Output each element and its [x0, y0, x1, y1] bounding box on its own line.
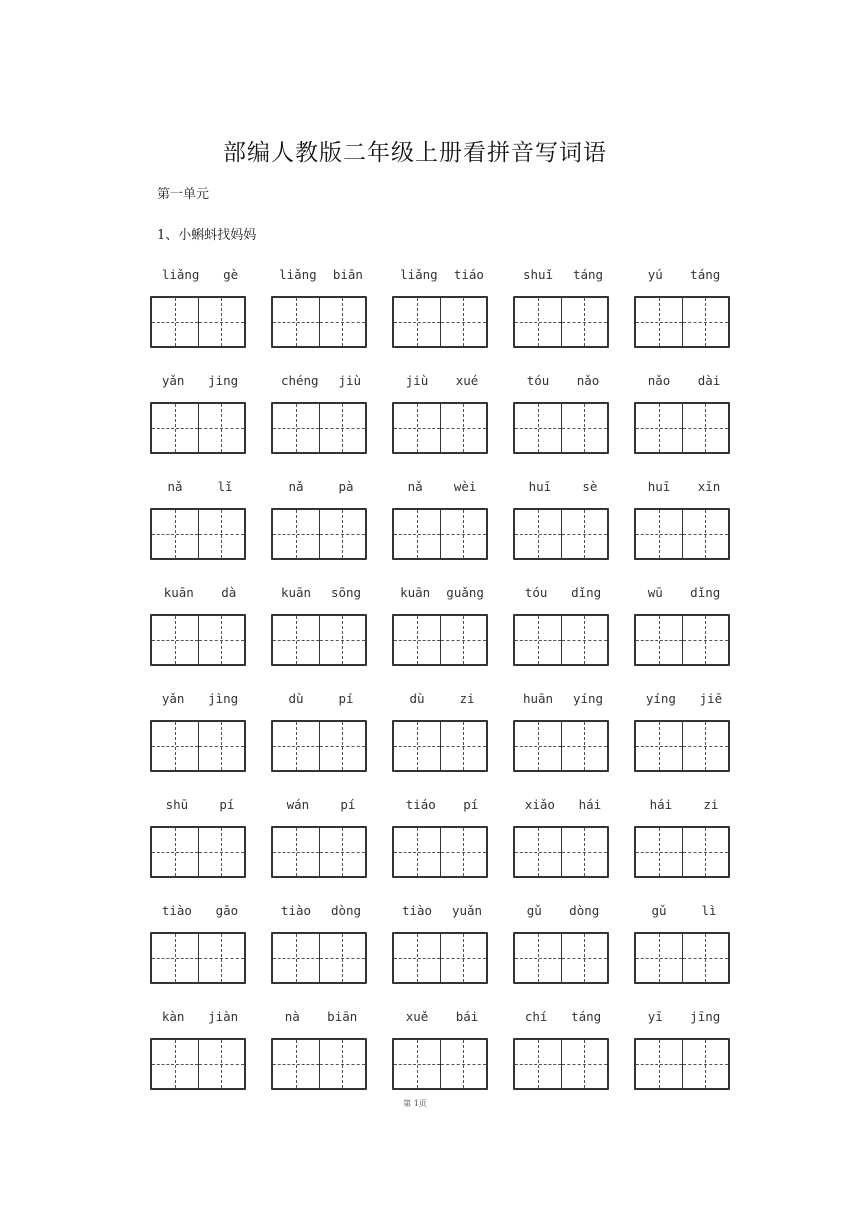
pinyin-syllable: táng [690, 267, 721, 282]
tianzige-square[interactable] [636, 510, 682, 558]
writing-box[interactable] [392, 296, 488, 348]
writing-box[interactable] [271, 614, 367, 666]
word-item [511, 585, 632, 691]
writing-box[interactable] [634, 508, 730, 560]
tianzige-square[interactable] [682, 934, 729, 982]
writing-box[interactable] [150, 932, 246, 984]
word-item [390, 585, 511, 691]
tianzige-square[interactable] [152, 298, 198, 346]
tianzige-square[interactable] [273, 298, 319, 346]
pinyin-syllable: pà [338, 479, 354, 494]
writing-box[interactable] [513, 508, 609, 560]
word-item [390, 479, 511, 585]
pinyin-syllable: xīn [697, 479, 721, 494]
tianzige-square[interactable] [198, 722, 245, 770]
word-item [632, 373, 753, 479]
tianzige-square[interactable] [198, 298, 245, 346]
tianzige-square[interactable] [515, 510, 561, 558]
pinyin-syllable: yī [647, 1009, 663, 1024]
lesson-heading: 1、小蝌蚪找妈妈 [157, 228, 257, 243]
tianzige-square[interactable] [152, 616, 198, 664]
tianzige-square[interactable] [394, 298, 440, 346]
pinyin-syllable: jīng [690, 1009, 721, 1024]
writing-box[interactable] [513, 826, 609, 878]
tianzige-square[interactable] [682, 616, 729, 664]
pinyin-label [634, 479, 734, 494]
pinyin-syllable: tiào [401, 903, 433, 918]
pinyin-label [392, 1009, 492, 1024]
writing-box[interactable] [150, 1038, 246, 1090]
pinyin-syllable: dù [288, 691, 304, 706]
pinyin-syllable: dà [221, 585, 237, 600]
writing-box[interactable] [150, 402, 246, 454]
pinyin-syllable: pí [463, 797, 479, 812]
tianzige-square[interactable] [319, 616, 366, 664]
word-item [269, 585, 390, 691]
pinyin-syllable: kuān [280, 585, 312, 600]
pinyin-label [271, 691, 371, 706]
writing-box[interactable] [150, 614, 246, 666]
unit-heading: 第一单元 [157, 187, 210, 202]
pinyin-label [271, 585, 371, 600]
pinyin-syllable: xué [455, 373, 479, 388]
pinyin-syllable: jiàn [208, 1009, 239, 1024]
tianzige-square[interactable] [515, 934, 561, 982]
pinyin-label [392, 373, 492, 388]
writing-box[interactable] [392, 720, 488, 772]
tianzige-square[interactable] [636, 616, 682, 664]
word-item [148, 691, 269, 797]
pinyin-label [513, 479, 613, 494]
tianzige-square[interactable] [152, 934, 198, 982]
word-item [269, 373, 390, 479]
tianzige-square[interactable] [682, 510, 729, 558]
pinyin-syllable: biān [327, 1009, 358, 1024]
word-grid [148, 267, 753, 1115]
word-item [511, 691, 632, 797]
pinyin-label [150, 585, 250, 600]
pinyin-syllable: zi [459, 691, 475, 706]
tianzige-square[interactable] [198, 934, 245, 982]
writing-box[interactable] [634, 296, 730, 348]
pinyin-syllable: xuě [405, 1009, 429, 1024]
pinyin-label [634, 797, 734, 812]
word-item [148, 479, 269, 585]
pinyin-syllable: pí [219, 797, 235, 812]
pinyin-syllable: chéng [280, 373, 319, 388]
tianzige-square[interactable] [440, 934, 487, 982]
pinyin-syllable: wū [647, 585, 663, 600]
pinyin-label [634, 267, 734, 282]
pinyin-syllable: tiáo [453, 267, 484, 282]
tianzige-square[interactable] [636, 298, 682, 346]
pinyin-syllable: nǎ [407, 479, 423, 494]
pinyin-syllable: dòng [569, 903, 600, 918]
pinyin-label [513, 903, 613, 918]
word-item [390, 373, 511, 479]
word-item [269, 691, 390, 797]
word-item [390, 797, 511, 903]
pinyin-syllable: jìng [208, 691, 239, 706]
writing-box[interactable] [634, 614, 730, 666]
tianzige-square[interactable] [152, 1040, 198, 1088]
pinyin-syllable: dù [409, 691, 425, 706]
pinyin-syllable: kuān [400, 585, 431, 600]
pinyin-label [271, 479, 371, 494]
tianzige-square[interactable] [682, 722, 729, 770]
pinyin-syllable: yíng [572, 691, 604, 706]
writing-box[interactable] [271, 720, 367, 772]
writing-box[interactable] [150, 508, 246, 560]
pinyin-syllable: dài [697, 373, 721, 388]
pinyin-syllable: yǎn [161, 691, 185, 706]
writing-box[interactable] [513, 1038, 609, 1090]
word-item [632, 691, 753, 797]
writing-box[interactable] [513, 932, 609, 984]
tianzige-square[interactable] [636, 1040, 682, 1088]
tianzige-square[interactable] [515, 616, 561, 664]
pinyin-syllable: pí [340, 797, 356, 812]
word-item [390, 691, 511, 797]
tianzige-square[interactable] [394, 828, 440, 876]
word-item [269, 267, 390, 373]
tianzige-square[interactable] [440, 510, 487, 558]
word-item [269, 797, 390, 903]
pinyin-label [634, 1009, 734, 1024]
tianzige-square[interactable] [319, 722, 366, 770]
pinyin-syllable: bái [455, 1009, 479, 1024]
tianzige-square[interactable] [273, 616, 319, 664]
pinyin-label [634, 373, 734, 388]
tianzige-square[interactable] [198, 616, 245, 664]
tianzige-square[interactable] [636, 934, 682, 982]
writing-box[interactable] [150, 720, 246, 772]
pinyin-syllable: dǐng [571, 585, 602, 600]
pinyin-label [271, 903, 371, 918]
tianzige-square[interactable] [515, 828, 561, 876]
writing-box[interactable] [634, 826, 730, 878]
word-item [269, 903, 390, 1009]
word-item [511, 479, 632, 585]
pinyin-syllable: wán [286, 797, 310, 812]
tianzige-square[interactable] [515, 1040, 561, 1088]
tianzige-square[interactable] [682, 404, 729, 452]
tianzige-square[interactable] [273, 828, 319, 876]
pinyin-label [392, 797, 492, 812]
tianzige-square[interactable] [682, 1040, 729, 1088]
writing-box[interactable] [513, 614, 609, 666]
pinyin-syllable: jiē [699, 691, 723, 706]
pinyin-syllable: zi [703, 797, 719, 812]
writing-box[interactable] [392, 508, 488, 560]
pinyin-syllable: nǎ [288, 479, 304, 494]
tianzige-square[interactable] [273, 722, 319, 770]
pinyin-label [150, 797, 250, 812]
pinyin-syllable: nǎo [576, 373, 600, 388]
pinyin-syllable: nǎo [647, 373, 671, 388]
tianzige-square[interactable] [394, 934, 440, 982]
pinyin-syllable: liǎng [161, 267, 200, 282]
writing-box[interactable] [392, 932, 488, 984]
tianzige-square[interactable] [273, 510, 319, 558]
tianzige-square[interactable] [394, 404, 440, 452]
tianzige-square[interactable] [561, 298, 608, 346]
writing-box[interactable] [271, 826, 367, 878]
pinyin-syllable: hái [649, 797, 673, 812]
word-item [148, 903, 269, 1009]
pinyin-syllable: tiào [280, 903, 312, 918]
pinyin-syllable: shuǐ [522, 267, 554, 282]
pinyin-label [513, 267, 613, 282]
tianzige-square[interactable] [682, 298, 729, 346]
tianzige-square[interactable] [515, 722, 561, 770]
tianzige-square[interactable] [319, 934, 366, 982]
writing-box[interactable] [634, 1038, 730, 1090]
word-item [148, 373, 269, 479]
pinyin-label [150, 903, 250, 918]
writing-box[interactable] [271, 1038, 367, 1090]
writing-box[interactable] [634, 932, 730, 984]
tianzige-square[interactable] [636, 828, 682, 876]
pinyin-syllable: kuān [163, 585, 194, 600]
tianzige-square[interactable] [319, 510, 366, 558]
word-item [632, 585, 753, 691]
pinyin-label [150, 1009, 250, 1024]
tianzige-square[interactable] [636, 404, 682, 452]
tianzige-square[interactable] [682, 828, 729, 876]
writing-box[interactable] [271, 402, 367, 454]
pinyin-syllable: yú [647, 267, 663, 282]
writing-box[interactable] [392, 402, 488, 454]
pinyin-syllable: guǎng [446, 585, 484, 600]
pinyin-syllable: yǎn [161, 373, 185, 388]
tianzige-square[interactable] [440, 616, 487, 664]
tianzige-square[interactable] [319, 404, 366, 452]
page-number: 第 1页 [403, 1099, 427, 1108]
word-item [632, 903, 753, 1009]
pinyin-syllable: gǔ [651, 903, 667, 918]
tianzige-square[interactable] [561, 934, 608, 982]
tianzige-square[interactable] [515, 298, 561, 346]
word-item [390, 267, 511, 373]
pinyin-label [150, 691, 250, 706]
pinyin-syllable: biān [332, 267, 363, 282]
pinyin-syllable: lì [701, 903, 717, 918]
pinyin-syllable: nà [284, 1009, 300, 1024]
word-item [511, 373, 632, 479]
pinyin-label [392, 691, 492, 706]
tianzige-square[interactable] [394, 722, 440, 770]
pinyin-label [271, 373, 371, 388]
tianzige-square[interactable] [561, 616, 608, 664]
tianzige-square[interactable] [198, 828, 245, 876]
tianzige-square[interactable] [515, 404, 561, 452]
pinyin-label [150, 479, 250, 494]
writing-box[interactable] [513, 402, 609, 454]
pinyin-syllable: shū [165, 797, 189, 812]
pinyin-syllable: huān [522, 691, 554, 706]
pinyin-label [271, 1009, 371, 1024]
pinyin-syllable: yuǎn [451, 903, 483, 918]
tianzige-square[interactable] [198, 510, 245, 558]
word-item [632, 479, 753, 585]
pinyin-label [271, 797, 371, 812]
tianzige-square[interactable] [152, 722, 198, 770]
pinyin-syllable: hái [578, 797, 602, 812]
writing-box[interactable] [392, 1038, 488, 1090]
pinyin-syllable: jing [208, 373, 239, 388]
pinyin-label [634, 903, 734, 918]
word-item [511, 267, 632, 373]
tianzige-square[interactable] [152, 828, 198, 876]
pinyin-syllable: táng [571, 1009, 602, 1024]
tianzige-square[interactable] [319, 1040, 366, 1088]
pinyin-syllable: tóu [524, 585, 548, 600]
word-item [511, 797, 632, 903]
pinyin-syllable: jiù [338, 373, 362, 388]
pinyin-syllable: nǎ [167, 479, 183, 494]
tianzige-square[interactable] [636, 722, 682, 770]
writing-box[interactable] [513, 720, 609, 772]
tianzige-square[interactable] [152, 404, 198, 452]
tianzige-square[interactable] [440, 828, 487, 876]
pinyin-syllable: jiù [405, 373, 429, 388]
writing-box[interactable] [271, 508, 367, 560]
pinyin-syllable: tiào [161, 903, 192, 918]
tianzige-square[interactable] [561, 404, 608, 452]
tianzige-square[interactable] [561, 510, 608, 558]
pinyin-syllable: gāo [215, 903, 239, 918]
tianzige-square[interactable] [561, 1040, 608, 1088]
tianzige-square[interactable] [440, 404, 487, 452]
pinyin-label [513, 373, 613, 388]
pinyin-syllable: liǎng [400, 267, 438, 282]
tianzige-square[interactable] [319, 828, 366, 876]
word-item [148, 585, 269, 691]
pinyin-syllable: tóu [526, 373, 550, 388]
pinyin-syllable: lǐ [217, 479, 233, 494]
pinyin-syllable: dǐng [690, 585, 721, 600]
tianzige-square[interactable] [440, 298, 487, 346]
pinyin-label [513, 1009, 613, 1024]
writing-box[interactable] [392, 614, 488, 666]
tianzige-square[interactable] [273, 404, 319, 452]
page-title: 部编人教版二年级上册看拼音写词语 [223, 140, 607, 166]
tianzige-square[interactable] [561, 722, 608, 770]
tianzige-square[interactable] [319, 298, 366, 346]
pinyin-syllable: gè [223, 267, 239, 282]
pinyin-label [513, 797, 613, 812]
word-item [148, 797, 269, 903]
pinyin-syllable: huī [528, 479, 552, 494]
writing-box[interactable] [513, 296, 609, 348]
pinyin-label [392, 903, 492, 918]
pinyin-label [150, 373, 250, 388]
pinyin-label [392, 267, 492, 282]
pinyin-syllable: liǎng [279, 267, 317, 282]
writing-box[interactable] [392, 826, 488, 878]
pinyin-syllable: gǔ [526, 903, 542, 918]
tianzige-square[interactable] [440, 722, 487, 770]
pinyin-label [271, 267, 371, 282]
tianzige-square[interactable] [273, 934, 319, 982]
writing-box[interactable] [271, 296, 367, 348]
tianzige-square[interactable] [198, 1040, 245, 1088]
writing-box[interactable] [150, 826, 246, 878]
tianzige-square[interactable] [394, 1040, 440, 1088]
pinyin-syllable: pí [338, 691, 354, 706]
tianzige-square[interactable] [394, 510, 440, 558]
tianzige-square[interactable] [394, 616, 440, 664]
word-item [148, 267, 269, 373]
pinyin-label [513, 691, 613, 706]
writing-box[interactable] [150, 296, 246, 348]
pinyin-syllable: sè [582, 479, 598, 494]
tianzige-square[interactable] [152, 510, 198, 558]
writing-box[interactable] [634, 720, 730, 772]
writing-box[interactable] [634, 402, 730, 454]
pinyin-syllable: xiǎo [524, 797, 555, 812]
word-item [511, 903, 632, 1009]
pinyin-syllable: dòng [330, 903, 362, 918]
pinyin-syllable: táng [572, 267, 604, 282]
pinyin-syllable: wèi [453, 479, 477, 494]
tianzige-square[interactable] [440, 1040, 487, 1088]
pinyin-syllable: chí [524, 1009, 548, 1024]
pinyin-syllable: sōng [330, 585, 362, 600]
word-item [390, 903, 511, 1009]
pinyin-label [634, 585, 734, 600]
pinyin-syllable: tiáo [405, 797, 436, 812]
pinyin-syllable: huī [647, 479, 671, 494]
tianzige-square[interactable] [273, 1040, 319, 1088]
pinyin-syllable: yíng [645, 691, 676, 706]
word-item [632, 797, 753, 903]
pinyin-label [392, 479, 492, 494]
writing-box[interactable] [271, 932, 367, 984]
tianzige-square[interactable] [198, 404, 245, 452]
pinyin-label [513, 585, 613, 600]
word-item [269, 479, 390, 585]
pinyin-label [150, 267, 250, 282]
tianzige-square[interactable] [561, 828, 608, 876]
word-item [632, 267, 753, 373]
pinyin-syllable: kàn [161, 1009, 185, 1024]
pinyin-label [634, 691, 734, 706]
pinyin-label [392, 585, 492, 600]
